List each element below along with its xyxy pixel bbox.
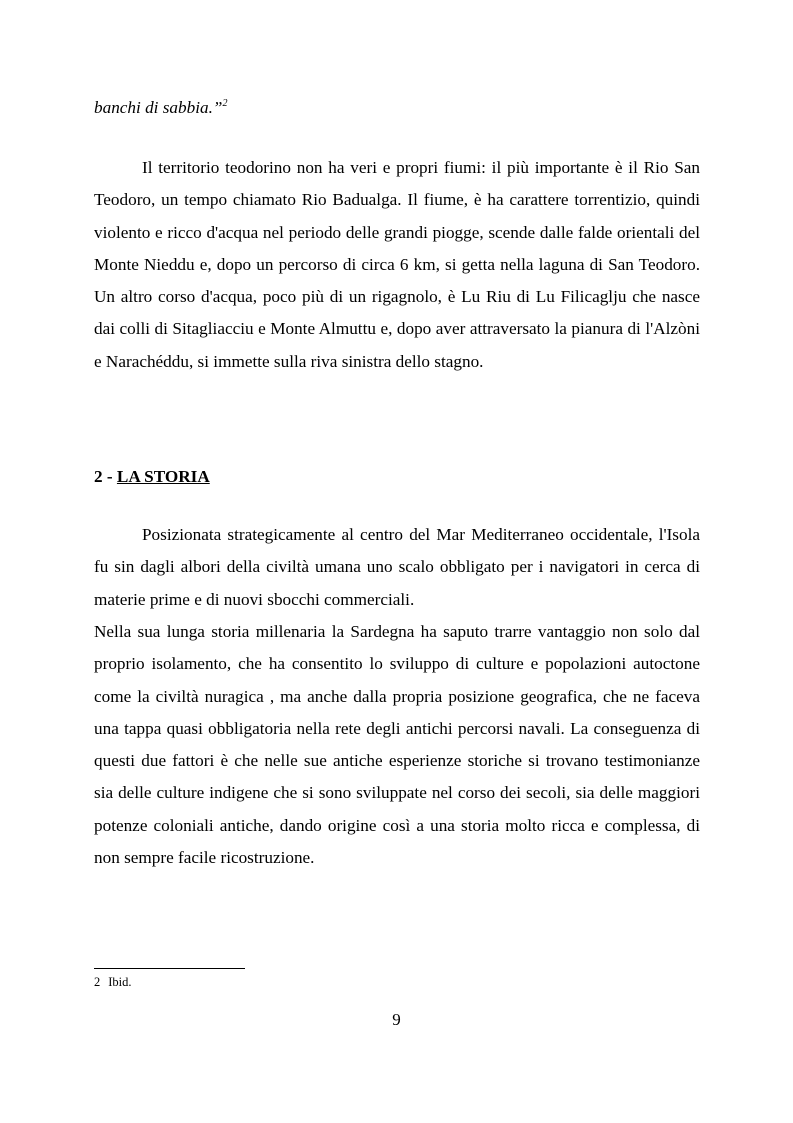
paragraph-territory-rivers: Il territorio teodorino non ha veri e propri fiumi: il più importante è il Rio San Teodoro, un tempo chiamato Rio Badualga. Il fiume, è ha carattere torrentizio, quindi violento e ricco d'acqua nel periodo delle grandi piogge, scende dalle falde orientali del Monte Nieddu e, dopo un percorso di circa 6 km, si getta nella laguna di San Teodoro. Un altro corso d'acqua, poco più di un rigagnolo, è Lu Riu di Lu Filicaglju che nasce dai colli di Sitagliacciu e Monte Almuttu e, dopo aver attraversato la pianura di l'Alzòni e Narachéddu, si immette sulla riva sinistra dello stagno. [94, 158, 700, 371]
quote-ending [94, 92, 700, 120]
footnote-number: 2 [94, 975, 101, 989]
footnote-separator [94, 968, 245, 969]
footnote [94, 974, 132, 990]
footnote-text: Ibid. [108, 975, 132, 989]
section-title: LA STORIA [116, 467, 210, 486]
paragraph-sardinia-history: Nella sua lunga storia millenaria la Sardegna ha saputo trarre vantaggio non solo dal proprio isolamento, che ha consentito lo sviluppo di culture e popolazioni autoctone come la civiltà nuragica , ma anche dalla propria posizione geografica, che ne faceva una tappa quasi obbligatoria nella rete degli antichi percorsi navali. La conseguenza di questi due fattori è che nelle sue antiche esperienze storiche si trovano testimonianze sia delle culture indigene che si sono sviluppate nel corso dei secoli, sia delle maggiori potenze coloniali antiche, dando origine così a una storia molto ricca e complessa, di non sempre facile ricostruzione. [94, 622, 700, 868]
paragraph-island-position: Posizionata strategicamente al centro del Mar Mediterraneo occidentale, l'Isola fu sin dagli albori della civiltà umana uno scalo obbligato per i navigatori in cerca di materie prime e di nuovi sbocchi commerciali. [94, 525, 700, 609]
page-number: 9 [392, 1010, 401, 1029]
quote-text: banchi di sabbia.” [94, 98, 223, 117]
section-heading [94, 462, 700, 492]
footnote-reference: 2 [222, 98, 228, 109]
section-number: 2 - [94, 467, 113, 486]
